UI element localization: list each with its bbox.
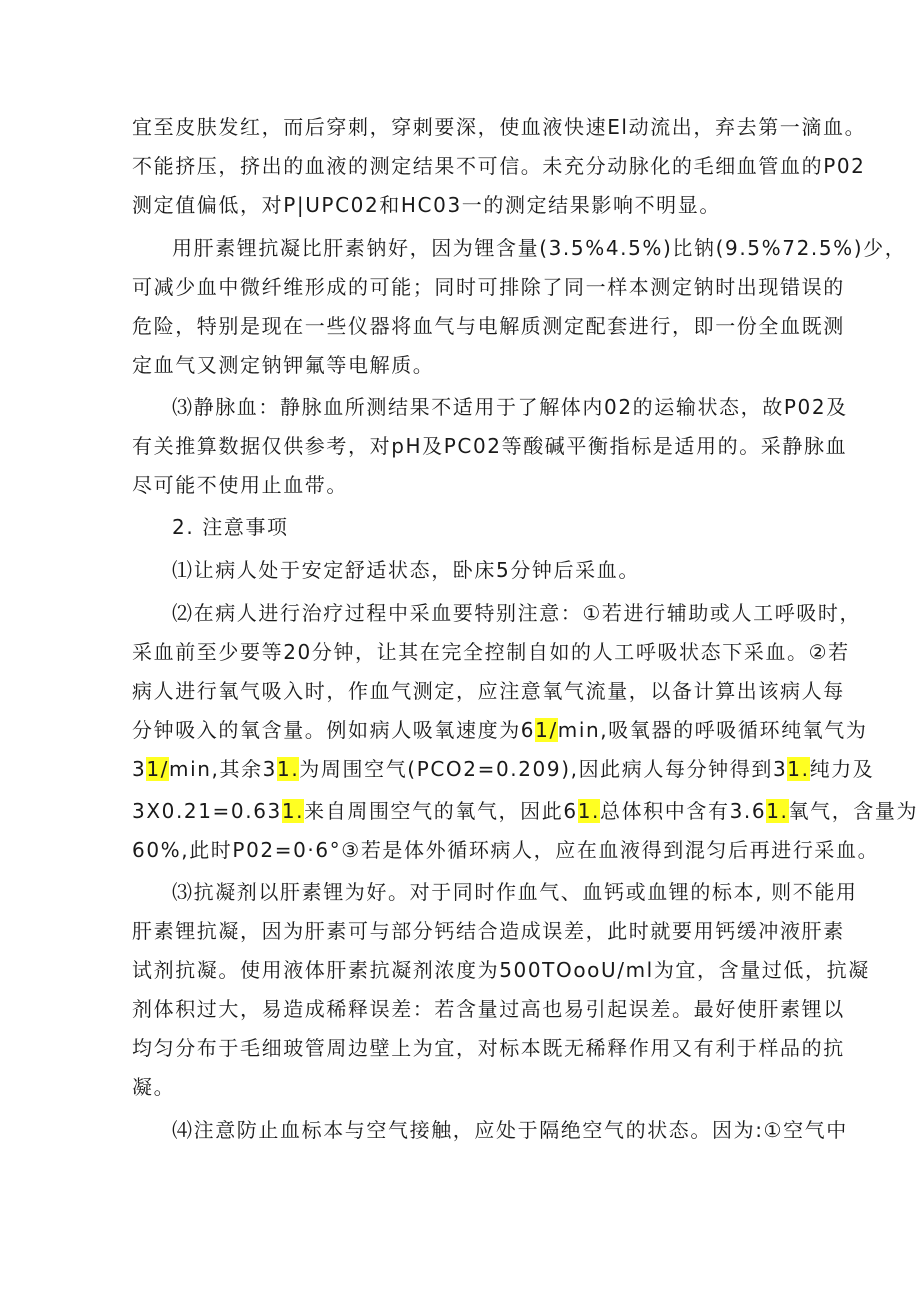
text-run: min,吸氧器的呼吸循环纯氧气为 xyxy=(557,718,868,742)
section-heading: 2. 注意事项 xyxy=(172,515,289,539)
text-line: 60%,此时P02=0·6°③若是体外循环病人，应在血液得到混匀后再进行采血。 xyxy=(132,838,880,862)
text-line: 危险，特别是现在一些仪器将血气与电解质测定配套进行，即一份全血既测 xyxy=(132,314,845,338)
text-line xyxy=(132,796,919,826)
text-line: 采血前至少要等20分钟，让其在完全控制自如的人工呼吸状态下采血。②若 xyxy=(132,640,850,664)
text-line xyxy=(132,754,875,784)
text-line: ⑶静脉血：静脉血所测结果不适用于了解体内02的运输状态，故P02及 xyxy=(172,395,848,419)
highlighted-text: 1. xyxy=(787,757,810,781)
highlighted-text: 1. xyxy=(577,799,600,823)
text-line: 测定值偏低，对P|UPC02和HC03一的测定结果影响不明显。 xyxy=(132,193,721,217)
text-run: 3X0.21=0.63 xyxy=(132,799,282,823)
text-run: 来自周围空气的氧气，因此6 xyxy=(304,799,578,823)
highlighted-text: 1. xyxy=(766,799,789,823)
text-run: min,其余3 xyxy=(169,757,277,781)
highlighted-text: 1. xyxy=(277,757,300,781)
text-line: ⑷注意防止血标本与空气接触，应处于隔绝空气的状态。因为:①空气中 xyxy=(172,1118,848,1142)
text-line: ⑴让病人处于安定舒适状态，卧床5分钟后采血。 xyxy=(172,558,640,582)
highlighted-text: 1. xyxy=(281,799,305,823)
text-run: 3 xyxy=(132,757,147,781)
text-line: 凝。 xyxy=(132,1075,176,1099)
text-line: 均匀分布于毛细玻管周边壁上为宜，对标本既无稀释作用又有利于样品的抗 xyxy=(132,1036,845,1060)
text-line: 病人进行氧气吸入时，作血气测定，应注意氧气流量，以备计算出该病人每 xyxy=(132,679,845,703)
text-line: 宜至皮肤发红，而后穿刺，穿刺要深，使血液快速El动流出，弃去第一滴血。 xyxy=(132,115,867,139)
text-run: 为周围空气(PCO2=0.209),因此病人每分钟得到3 xyxy=(299,757,788,781)
highlighted-text: 1/ xyxy=(535,718,558,742)
text-line: 可减少血中微纤维形成的可能；同时可排除了同一样本测定钠时出现错误的 xyxy=(132,275,845,299)
text-run: 氧气，含量为 xyxy=(788,799,919,823)
text-line: 尽可能不使用止血带。 xyxy=(132,473,348,497)
text-line: 剂体积过大，易造成稀释误差：若含量过高也易引起误差。最好使肝素锂以 xyxy=(132,997,845,1021)
text-line: 不能挤压，挤出的血液的测定结果不可信。未充分动脉化的毛细血管血的P02 xyxy=(132,154,866,178)
text-line: 用肝素锂抗凝比肝素钠好，因为锂含量(3.5%4.5%)比钠(9.5%72.5%)少， xyxy=(172,236,907,260)
highlighted-text: 1/ xyxy=(146,757,169,781)
text-line: ⑶抗凝剂以肝素锂为好。对于同时作血气、血钙或血锂的标本, 则不能用 xyxy=(172,880,858,904)
text-run: 总体积中含有3.6 xyxy=(599,799,767,823)
text-line: ⑵在病人进行治疗过程中采血要特别注意：①若进行辅助或人工呼吸时， xyxy=(172,601,862,625)
text-line xyxy=(132,715,868,745)
text-run: 分钟吸入的氧含量。例如病人吸氧速度为6 xyxy=(132,718,536,742)
text-line: 肝素锂抗凝，因为肝素可与部分钙结合造成误差，此时就要用钙缓冲液肝素 xyxy=(132,919,845,943)
text-run: 纯力及 xyxy=(809,757,875,781)
text-line: 试剂抗凝。使用液体肝素抗凝剂浓度为500TOooU/ml为宜，含量过低，抗凝 xyxy=(132,958,870,982)
text-line: 有关推算数据仅供参考，对pH及PC02等酸碱平衡指标是适用的。采静脉血 xyxy=(132,434,848,458)
text-line: 定血气又测定钠钾氟等电解质。 xyxy=(132,353,435,377)
